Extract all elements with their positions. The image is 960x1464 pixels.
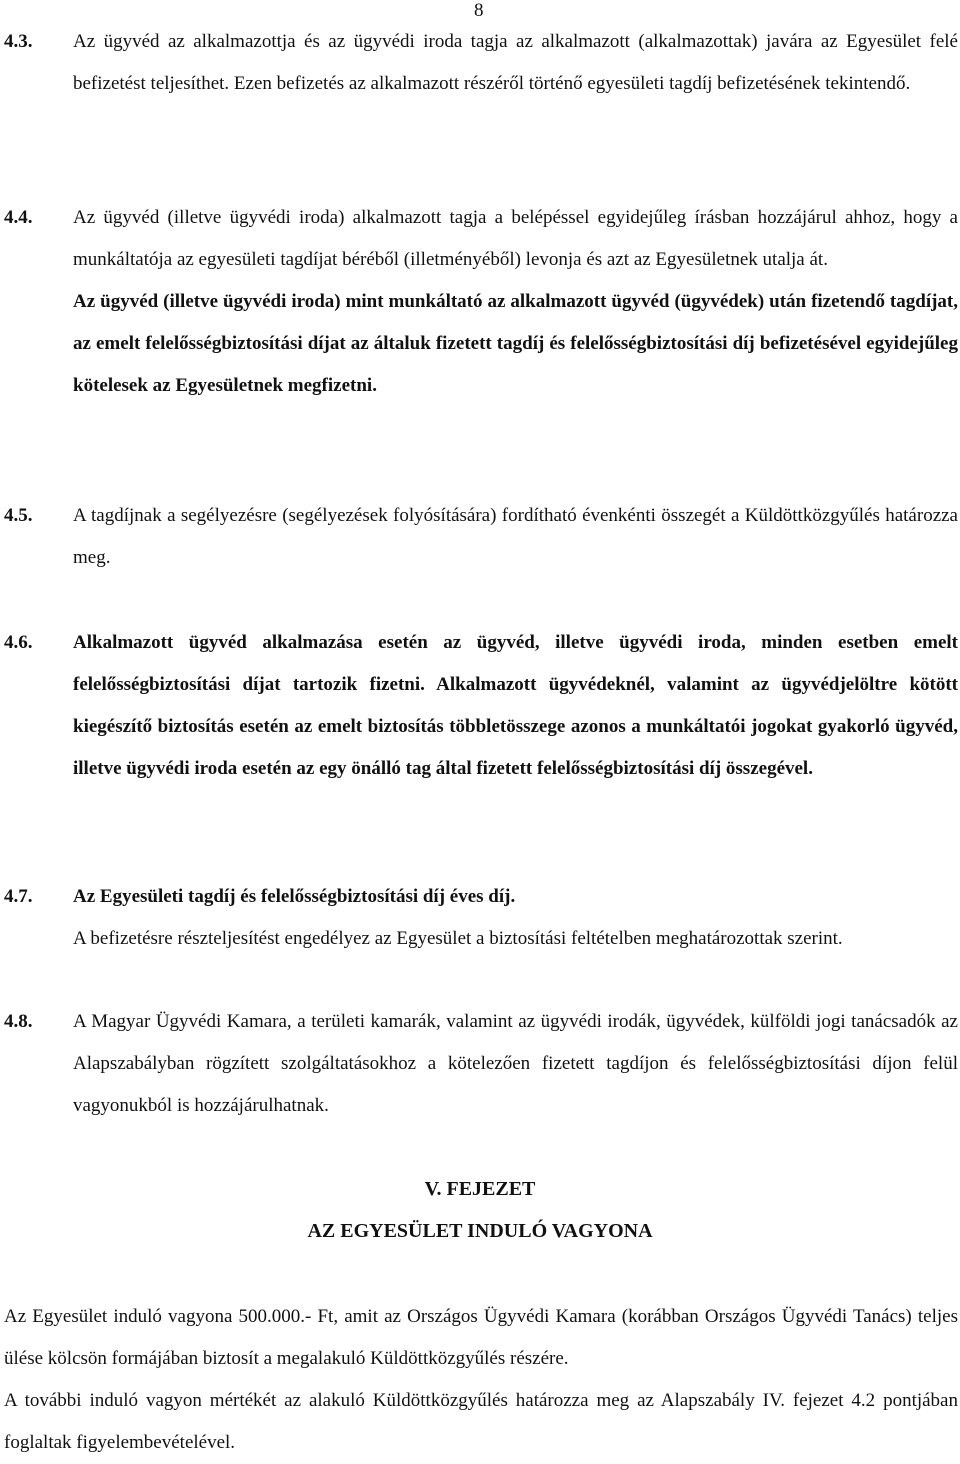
section-body: [73, 495, 958, 579]
section-body: [73, 622, 958, 790]
closing-text: [4, 1296, 958, 1464]
section-4-4: [4, 197, 958, 407]
paragraph: Az Egyesület induló vagyona 500.000.- Ft, amit az Országos Ügyvédi Kamara (korábban Országos Ügyvédi Tanács) teljes ülése kölcsön formájában biztosít a megalakuló Küldöttközgyűlés részére.: [4, 1306, 958, 1369]
section-number: 4.4.: [4, 207, 33, 228]
bold-paragraph: Az Egyesületi tagdíj és felelősségbiztosítási díj éves díj.: [73, 886, 516, 907]
section-4-6: [4, 622, 958, 790]
section-number: 4.6.: [4, 632, 33, 653]
paragraph: A befizetésre részteljesítést engedélyez az Egyesület a biztosítási feltételben meghatározottak szerint.: [73, 928, 843, 949]
paragraph: A további induló vagyon mértékét az alakuló Küldöttközgyűlés határozza meg az Alapszabály IV. fejezet 4.2 pontjában foglaltak figyelembevételével.: [4, 1390, 958, 1453]
chapter-number: V. FEJEZET: [424, 1178, 536, 1200]
section-body: [73, 1001, 958, 1127]
bold-paragraph: Az ügyvéd (illetve ügyvédi iroda) mint munkáltató az alkalmazott ügyvéd (ügyvédek) után fizetendő tagdíjat, az emelt felelősségbiztosítási díjat az általuk fizetett tagdíj és felelősségbiztosítási díj befizetésével egyidejűleg kötelesek az Egyesületnek megfizetni.: [73, 291, 958, 396]
section-body: [73, 876, 958, 960]
paragraph: A tagdíjnak a segélyezésre (segélyezések folyósítására) fordítható évenkénti összegét a Küldöttközgyűlés határozza meg.: [73, 505, 958, 568]
section-number: 4.3.: [4, 31, 33, 52]
paragraph: A Magyar Ügyvédi Kamara, a területi kamarák, valamint az ügyvédi irodák, ügyvédek, külföldi jogi tanácsadók az Alapszabályban rögzített szolgáltatásokhoz a kötelezően fizetett tagdíjon és felelősségbiztosítási díjon felül vagyonukból is hozzájárulhatnak.: [73, 1011, 958, 1116]
section-number: 4.8.: [4, 1011, 33, 1032]
chapter-title: AZ EGYESÜLET INDULÓ VAGYONA: [307, 1220, 653, 1242]
section-4-7: [4, 876, 958, 960]
section-4-3: [4, 21, 958, 105]
paragraph: Az ügyvéd (illetve ügyvédi iroda) alkalmazott tagja a belépéssel egyidejűleg írásban hozzájárul ahhoz, hogy a munkáltatója az egyesületi tagdíjat béréből (illetményéből) levonja és azt az Egyesületnek utalja át.: [73, 207, 958, 270]
section-body: [73, 21, 958, 105]
paragraph: Az ügyvéd az alkalmazottja és az ügyvédi iroda tagja az alkalmazott (alkalmazottak) javára az Egyesület felé befizetést teljesíthet. Ezen befizetés az alkalmazott részéről történő egyesületi tagdíj befizetésének tekintendő.: [73, 31, 958, 94]
section-4-8: [4, 1001, 958, 1127]
section-number: 4.5.: [4, 505, 33, 526]
page-number: 8: [474, 0, 484, 21]
bold-paragraph: Alkalmazott ügyvéd alkalmazása esetén az ügyvéd, illetve ügyvédi iroda, minden esetben emelt felelősségbiztosítási díjat tartozik fizetni. Alkalmazott ügyvédeknél, valamint az ügyvédjelöltre kötött kiegészítő biztosítás esetén az emelt biztosítás többletösszege azonos a munkáltatói jogokat gyakorló ügyvéd, illetve ügyvédi iroda esetén az egy önálló tag által fizetett felelősségbiztosítási díj összegével.: [73, 632, 958, 779]
section-body: [73, 197, 958, 407]
section-number: 4.7.: [4, 886, 33, 907]
section-4-5: [4, 495, 958, 579]
